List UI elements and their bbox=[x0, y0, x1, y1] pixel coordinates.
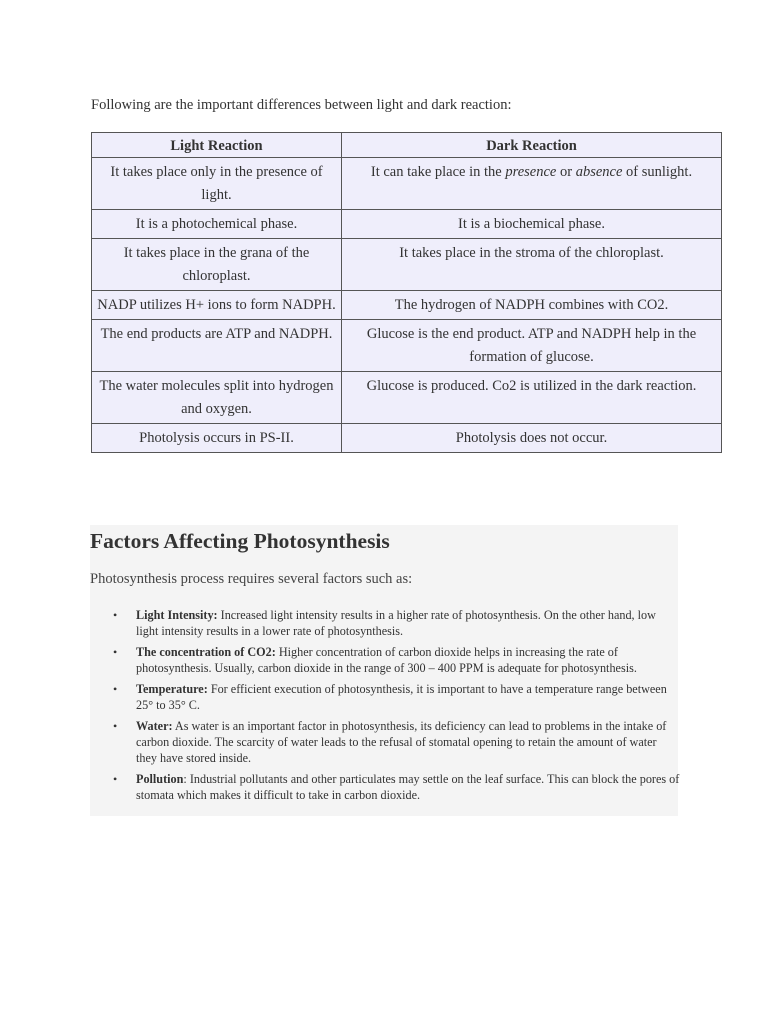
dark-cell: The hydrogen of NADPH combines with CO2. bbox=[342, 291, 722, 320]
table-row bbox=[92, 291, 722, 320]
intro-text: Following are the important differences between light and dark reaction: bbox=[91, 97, 512, 113]
dark-cell: It is a biochemical phase. bbox=[342, 210, 722, 239]
bullet-icon: • bbox=[113, 645, 118, 659]
list-item bbox=[90, 607, 680, 639]
bullet-icon: • bbox=[113, 772, 118, 786]
factor-term: The concentration of CO2: bbox=[136, 645, 276, 659]
table-row bbox=[92, 239, 722, 291]
factors-section bbox=[90, 525, 678, 816]
differences-table bbox=[91, 132, 722, 453]
factor-term: Pollution bbox=[136, 772, 184, 786]
dark-emphasis-presence: presence bbox=[505, 164, 557, 180]
table-row bbox=[92, 372, 722, 424]
list-item bbox=[90, 681, 680, 713]
bullet-icon: • bbox=[113, 682, 118, 696]
light-cell: It takes place only in the presence of light. bbox=[92, 158, 342, 210]
light-cell: The end products are ATP and NADPH. bbox=[92, 320, 342, 372]
dark-text: It can take place in the bbox=[370, 164, 506, 180]
factor-term: Temperature: bbox=[136, 682, 208, 696]
dark-cell: Photolysis does not occur. bbox=[342, 424, 722, 453]
dark-cell: Glucose is the end product. ATP and NADPH help in the formation of glucose. bbox=[342, 320, 722, 372]
table-row bbox=[92, 210, 722, 239]
factors-list bbox=[90, 607, 680, 808]
table-row bbox=[92, 320, 722, 372]
dark-text: or bbox=[556, 164, 576, 180]
light-cell: It takes place in the grana of the chloroplast. bbox=[92, 239, 342, 291]
list-item bbox=[90, 771, 680, 803]
list-item bbox=[90, 644, 680, 676]
factor-text: For efficient execution of photosynthesis, it is important to have a temperature range between 25° to 35° C. bbox=[136, 682, 667, 712]
light-cell: The water molecules split into hydrogen and oxygen. bbox=[92, 372, 342, 424]
factor-term: Water: bbox=[136, 719, 173, 733]
bullet-icon: • bbox=[113, 719, 118, 733]
dark-cell: Glucose is produced. Co2 is utilized in the dark reaction. bbox=[342, 372, 722, 424]
factor-text: As water is an important factor in photosynthesis, its deficiency can lead to problems in the intake of carbon dioxide. The scarcity of water leads to the refusal of stomatal opening to retain the amount of water they have stored inside. bbox=[136, 719, 667, 765]
list-item bbox=[90, 718, 680, 766]
light-cell: It is a photochemical phase. bbox=[92, 210, 342, 239]
dark-emphasis-absence: absence bbox=[575, 164, 623, 180]
factor-text: Increased light intensity results in a higher rate of photosynthesis. On the other hand, low light intensity results in a lower rate of photosynthesis. bbox=[136, 608, 656, 638]
table-row bbox=[92, 158, 722, 210]
column-header-dark: Dark Reaction bbox=[342, 133, 722, 158]
factor-term: Light Intensity: bbox=[136, 608, 218, 622]
dark-cell: It takes place in the stroma of the chloroplast. bbox=[342, 239, 722, 291]
dark-cell bbox=[342, 158, 722, 210]
light-cell: Photolysis occurs in PS-II. bbox=[92, 424, 342, 453]
section-lead: Photosynthesis process requires several factors such as: bbox=[90, 571, 413, 587]
light-cell: NADP utilizes H+ ions to form NADPH. bbox=[92, 291, 342, 320]
table-row bbox=[92, 424, 722, 453]
column-header-light: Light Reaction bbox=[92, 133, 342, 158]
factor-text: : Industrial pollutants and other particulates may settle on the leaf surface. This can block the pores of stomata which makes it difficult to take in carbon dioxide. bbox=[136, 772, 680, 802]
bullet-icon: • bbox=[113, 608, 118, 622]
section-title: Factors Affecting Photosynthesis bbox=[90, 529, 390, 553]
dark-text: of sunlight. bbox=[622, 164, 693, 180]
table-header-row bbox=[92, 133, 722, 158]
factor-text: Higher concentration of carbon dioxide helps in increasing the rate of photosynthesis. Usually, carbon dioxide in the range of 300 – 400 PPM is adequate for photosynthesis. bbox=[136, 645, 637, 675]
